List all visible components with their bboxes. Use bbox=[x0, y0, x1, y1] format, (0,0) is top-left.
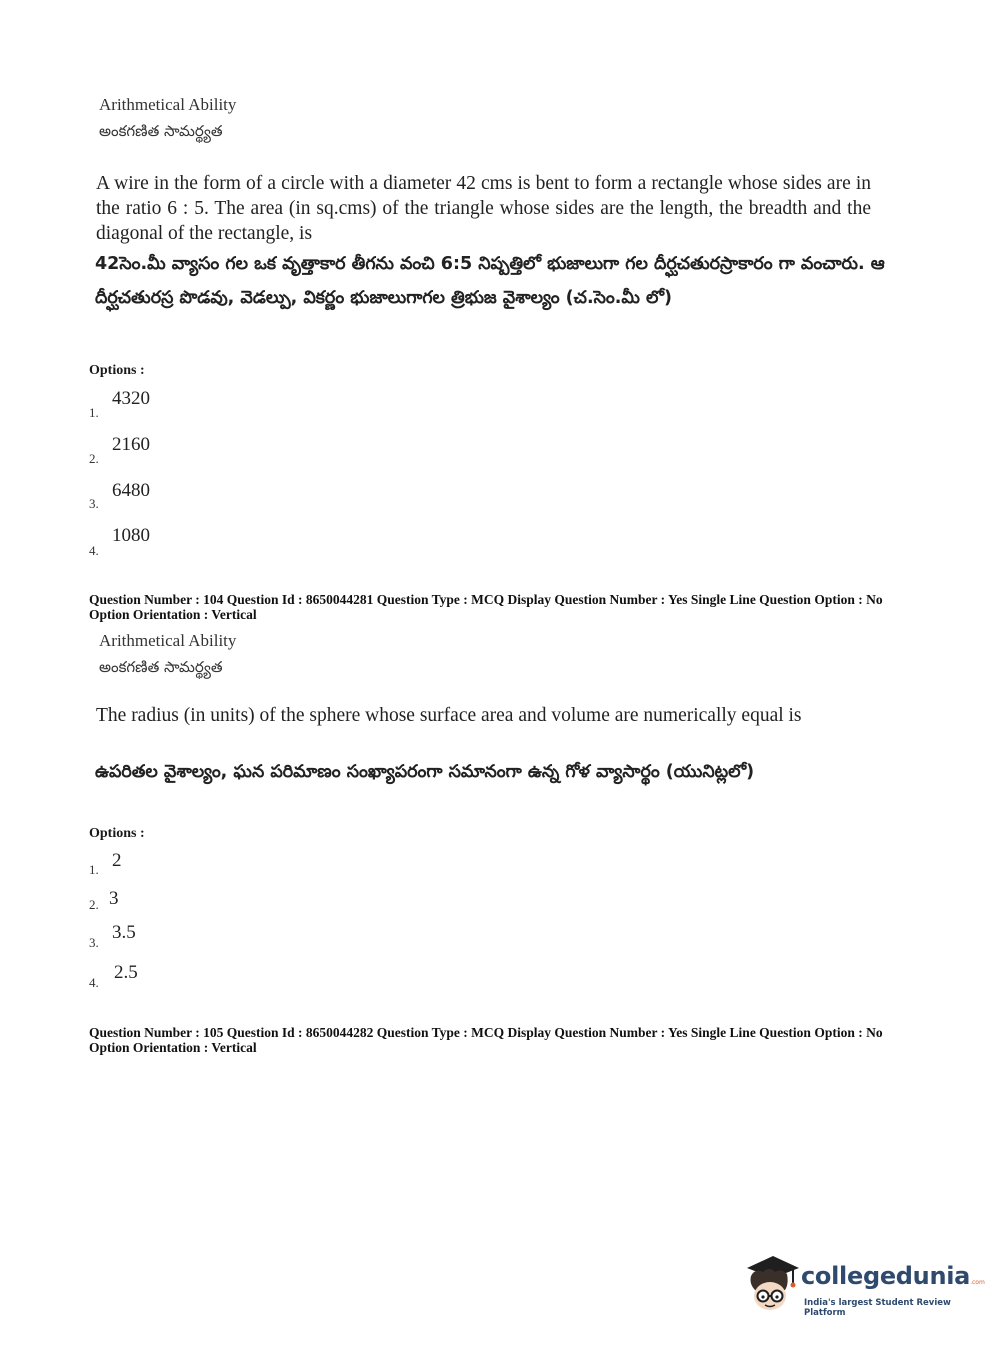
options-label: Options : bbox=[89, 363, 145, 378]
options-label: Options : bbox=[89, 826, 145, 841]
logo-name: collegedunia bbox=[801, 1262, 971, 1290]
question-text-en: The radius (in units) of the sphere whose surface area and volume are numerically equal is bbox=[96, 705, 802, 726]
option-value: 1080 bbox=[112, 525, 150, 546]
question-meta: Question Number : 104 Question Id : 8650044281 Question Type : MCQ Display Question Number : Yes Single Line Question Option : No Option Orientation : Vertical bbox=[89, 592, 883, 622]
option-number: 3. bbox=[89, 496, 99, 511]
option-number: 1. bbox=[89, 405, 99, 420]
option-value: 6480 bbox=[112, 480, 150, 501]
option-number: 4. bbox=[89, 543, 99, 558]
option-value: 2160 bbox=[112, 434, 150, 455]
subject-label-te: అంకగణిత సామర్థ్యత bbox=[99, 658, 223, 676]
option-number: 2. bbox=[89, 897, 99, 912]
logo-domain: .com bbox=[970, 1279, 985, 1286]
option-value: 2.5 bbox=[114, 962, 138, 983]
subject-label-en: Arithmetical Ability bbox=[99, 95, 237, 114]
option-number: 1. bbox=[89, 862, 99, 877]
logo-wordmark bbox=[801, 1262, 985, 1290]
option-value: 3.5 bbox=[112, 922, 136, 943]
question-meta: Question Number : 105 Question Id : 8650044282 Question Type : MCQ Display Question Number : Yes Single Line Question Option : No Option Orientation : Vertical bbox=[89, 1025, 883, 1055]
option-value: 3 bbox=[109, 888, 119, 909]
option-number: 4. bbox=[89, 975, 99, 990]
option-value: 4320 bbox=[112, 388, 150, 409]
subject-label-en: Arithmetical Ability bbox=[99, 631, 237, 650]
mascot-icon bbox=[741, 1250, 801, 1320]
logo-tagline: India's largest Student Review Platform bbox=[804, 1298, 951, 1318]
subject-label-te: అంకగణిత సామర్థ్యత bbox=[99, 122, 223, 140]
option-number: 3. bbox=[89, 935, 99, 950]
option-number: 2. bbox=[89, 451, 99, 466]
question-text-te: 42సెం.మీ వ్యాసం గల ఒక వృత్తాకార తీగను వంచి 6:5 నిష్పత్తిలో భుజాలుగా గల దీర్ఘచతురస్రాకారం గా వంచారు. ఆ దీర్ఘచతురస్ర పొడవు, వెడల్పు, వికర్ణం భుజాలుగాగల త్రిభుజ వైశాల్యం (చ.సెం.మీ లో) bbox=[95, 254, 885, 308]
question-text-en: A wire in the form of a circle with a diameter 42 cms is bent to form a rectangle whose sides are in the ratio 6 : 5. The area (in sq.cms) of the triangle whose sides are the length, the breadth and the diagonal of the rectangle, is bbox=[96, 173, 871, 244]
option-value: 2 bbox=[112, 850, 122, 871]
collegedunia-logo bbox=[741, 1250, 985, 1320]
question-text-te: ఉపరితల వైశాల్యం, ఘన పరిమాణం సంఖ్యాపరంగా సమానంగా ఉన్న గోళ వ్యాసార్థం (యునిట్లలో) bbox=[95, 762, 755, 782]
